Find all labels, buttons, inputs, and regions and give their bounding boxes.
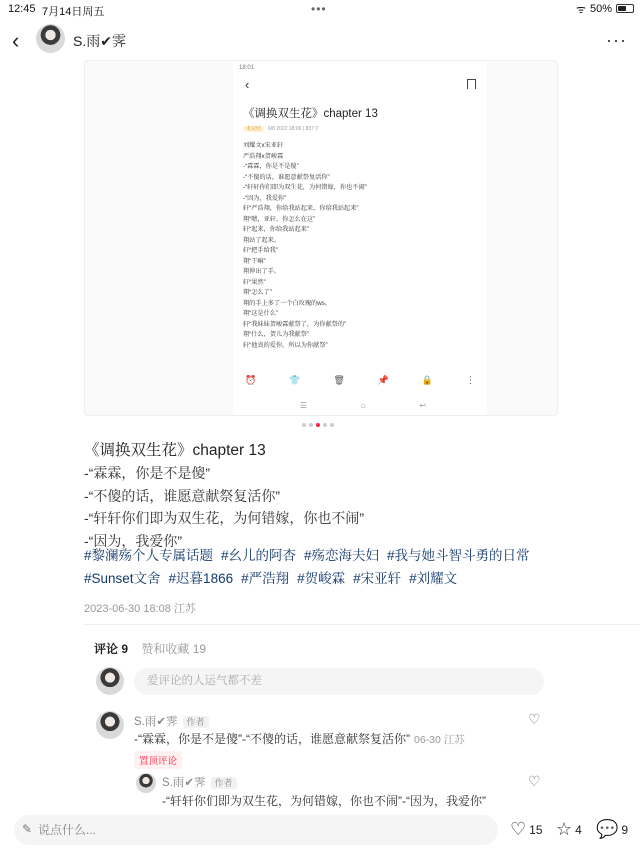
embedded-status-time: 18:01 bbox=[239, 65, 255, 71]
wifi-icon: ᯤ bbox=[576, 4, 587, 16]
embedded-line: 轩“果然” bbox=[243, 278, 266, 286]
trash-icon: 🗑 bbox=[333, 375, 345, 385]
more-vertical-icon: ⋮ bbox=[466, 375, 475, 385]
embedded-line: 轩“起来，你给我站起来” bbox=[243, 226, 309, 233]
menu-icon: ☰ bbox=[299, 401, 308, 410]
like-count: 15 bbox=[529, 822, 543, 837]
commenter-avatar[interactable] bbox=[96, 711, 124, 739]
hashtag-link[interactable]: #贺峻霖 bbox=[297, 570, 346, 586]
comment-time: 06-30 江苏 bbox=[413, 734, 465, 746]
embedded-toolbar bbox=[245, 375, 475, 386]
post-tags bbox=[84, 545, 554, 590]
hashtag-link[interactable]: #幺儿的阿杏 bbox=[221, 548, 297, 563]
star-icon: ☆ bbox=[556, 819, 573, 839]
post-line: -“霖霖，你是不是傻” bbox=[84, 465, 210, 481]
return-icon: ↩ bbox=[419, 401, 427, 410]
more-horizontal-icon[interactable]: ··· bbox=[606, 30, 627, 50]
post-date: 2023-06-30 18:08 江苏 bbox=[84, 603, 196, 615]
hashtag-link[interactable]: #Sunset文舍 bbox=[84, 570, 161, 586]
status-bar bbox=[0, 0, 640, 18]
hashtag-link[interactable]: #我与她斗智斗勇的日常 bbox=[387, 548, 530, 563]
chevron-left-icon[interactable]: ‹ bbox=[12, 28, 20, 53]
embedded-meta bbox=[243, 125, 319, 132]
alarm-icon: ⏰ bbox=[245, 375, 257, 385]
embedded-line: 翔“嗯，亚轩，你怎么在这” bbox=[243, 215, 316, 223]
embedded-line: 翔的手上多了一个白玫瑰的ws。 bbox=[243, 299, 331, 307]
heart-icon: ♡ bbox=[510, 819, 527, 839]
reply-avatar[interactable] bbox=[136, 773, 156, 793]
status-time: 12:45 bbox=[8, 3, 36, 15]
my-avatar bbox=[96, 667, 124, 695]
hashtag-link[interactable]: #殇恋海夫妇 bbox=[304, 548, 380, 563]
commenter-name[interactable]: S.雨✔︎霁 bbox=[134, 716, 178, 728]
post-line: -“轩轩你们即为双生花，为何错嫁，你也不闹” bbox=[84, 510, 364, 527]
hashtag-link[interactable]: #宋亚轩 bbox=[353, 570, 402, 586]
pinned-badge: 置顶评论 bbox=[134, 751, 182, 769]
embedded-line: 严浩翔x贺峻霖 bbox=[243, 152, 284, 160]
comment-bubble-icon: 💬 bbox=[596, 819, 619, 839]
embedded-line: -“霖霖，你是不是傻” bbox=[243, 163, 299, 170]
embedded-line: 轩“把手给我” bbox=[243, 247, 279, 254]
reply-header bbox=[162, 773, 237, 791]
hashtag-link[interactable]: #黎澜殇个人专属话题 bbox=[84, 548, 214, 563]
pager-dot bbox=[309, 423, 313, 427]
author-name[interactable]: S.雨✔︎霁 bbox=[73, 33, 126, 49]
replier-name[interactable]: S.雨✔︎霁 bbox=[162, 777, 206, 789]
post-title: 《调换双生花》chapter 13 bbox=[84, 442, 266, 459]
shirt-icon: 👕 bbox=[289, 375, 301, 385]
hashtag-link[interactable]: #迟暮1866 bbox=[168, 570, 234, 586]
tab-comments[interactable]: 评论 9 bbox=[94, 642, 129, 656]
pager-dot bbox=[330, 423, 334, 427]
embedded-line: 轩“他真的爱你，所以为你献祭” bbox=[243, 341, 328, 349]
image-pager-dots bbox=[302, 423, 334, 427]
author-badge: 作者 bbox=[183, 716, 209, 728]
post-body bbox=[84, 462, 554, 552]
pager-dot bbox=[323, 423, 327, 427]
embedded-tag: 未完结 bbox=[243, 126, 264, 132]
post-line: -“因为，我爱你” bbox=[84, 532, 182, 549]
author-avatar[interactable] bbox=[36, 24, 65, 53]
embedded-line: 翔“这是什么” bbox=[243, 310, 279, 317]
embedded-line: 翔伸出了手。 bbox=[243, 268, 281, 275]
home-icon: ⌂ bbox=[360, 401, 366, 410]
hashtag-link[interactable]: #刘耀文 bbox=[409, 570, 458, 586]
embedded-meta-info: 6/8 2022 18:00 | 837字 bbox=[268, 126, 319, 132]
pager-dot-active bbox=[316, 423, 320, 427]
pin-icon: 📌 bbox=[377, 375, 389, 385]
status-date: 7月14日周五 bbox=[42, 6, 105, 18]
favorite-button[interactable] bbox=[556, 819, 582, 840]
comment-tabs bbox=[94, 640, 206, 657]
embedded-line: 刘耀文x宋亚轩 bbox=[243, 142, 284, 149]
like-button[interactable] bbox=[510, 819, 543, 840]
post-line: -“不傻的话，谁愿意献祭复活你” bbox=[84, 487, 280, 504]
pencil-icon: ✎ bbox=[22, 822, 33, 836]
embedded-line: 翔“干嘛” bbox=[243, 257, 266, 265]
embedded-text-lines bbox=[243, 141, 483, 351]
pager-dot bbox=[302, 423, 306, 427]
embedded-phone-screen bbox=[233, 61, 487, 415]
embedded-title: 《调换双生花》chapter 13 bbox=[243, 108, 378, 120]
author-badge: 作者 bbox=[211, 777, 237, 789]
embedded-line: -“不傻的话，谁愿意献祭复活你” bbox=[243, 173, 330, 181]
comment-count: 9 bbox=[621, 822, 629, 837]
reply-text[interactable]: -“轩轩你们即为双生花，为何错嫁，你也不闹”-“因为，我爱你” bbox=[162, 794, 486, 808]
post-image[interactable] bbox=[84, 60, 558, 416]
embedded-line: 翔“什么，贺儿为我献祭” bbox=[243, 331, 309, 338]
embedded-line: -“因为，我爱你” bbox=[243, 194, 287, 202]
embedded-line: 轩“严浩翔，你给我站起来，你给我站起来” bbox=[243, 205, 359, 212]
comment-input[interactable]: 爱评论的人运气都不差 bbox=[134, 668, 544, 695]
embedded-bookmark-icon bbox=[467, 79, 476, 89]
lock-icon: 🔒 bbox=[421, 375, 434, 385]
embedded-line: 翔站了起来。 bbox=[243, 236, 281, 244]
comment-content: -“霖霖，你是不是傻”-“不傻的话，谁愿意献祭复活你” bbox=[134, 732, 410, 746]
comment-header bbox=[134, 712, 209, 730]
embedded-line: 翔“怎么了” bbox=[243, 289, 272, 296]
embedded-back-icon: ‹ bbox=[245, 77, 250, 92]
say-something-input[interactable]: 说点什么... bbox=[14, 815, 498, 845]
battery-percent: 50% bbox=[590, 3, 613, 15]
multitask-dots-icon[interactable]: ••• bbox=[311, 2, 327, 16]
heart-icon[interactable]: ♡ bbox=[528, 711, 541, 727]
embedded-nav-bar bbox=[273, 401, 453, 410]
tab-likes-favorites[interactable]: 赞和收藏 19 bbox=[141, 642, 207, 656]
comment-text[interactable] bbox=[134, 730, 465, 747]
divider bbox=[84, 624, 640, 625]
embedded-line: -“轩轩你们即为双生花，为何错嫁，你也不闹” bbox=[243, 184, 367, 191]
battery-icon bbox=[616, 4, 634, 13]
comment-button[interactable] bbox=[596, 819, 628, 840]
embedded-line: 轩“我妹妹贺峻霖献祭了，为你献祭的” bbox=[243, 320, 347, 328]
favorite-count: 4 bbox=[575, 822, 582, 837]
hashtag-link[interactable]: #严浩翔 bbox=[241, 570, 290, 586]
heart-icon[interactable]: ♡ bbox=[528, 773, 541, 789]
